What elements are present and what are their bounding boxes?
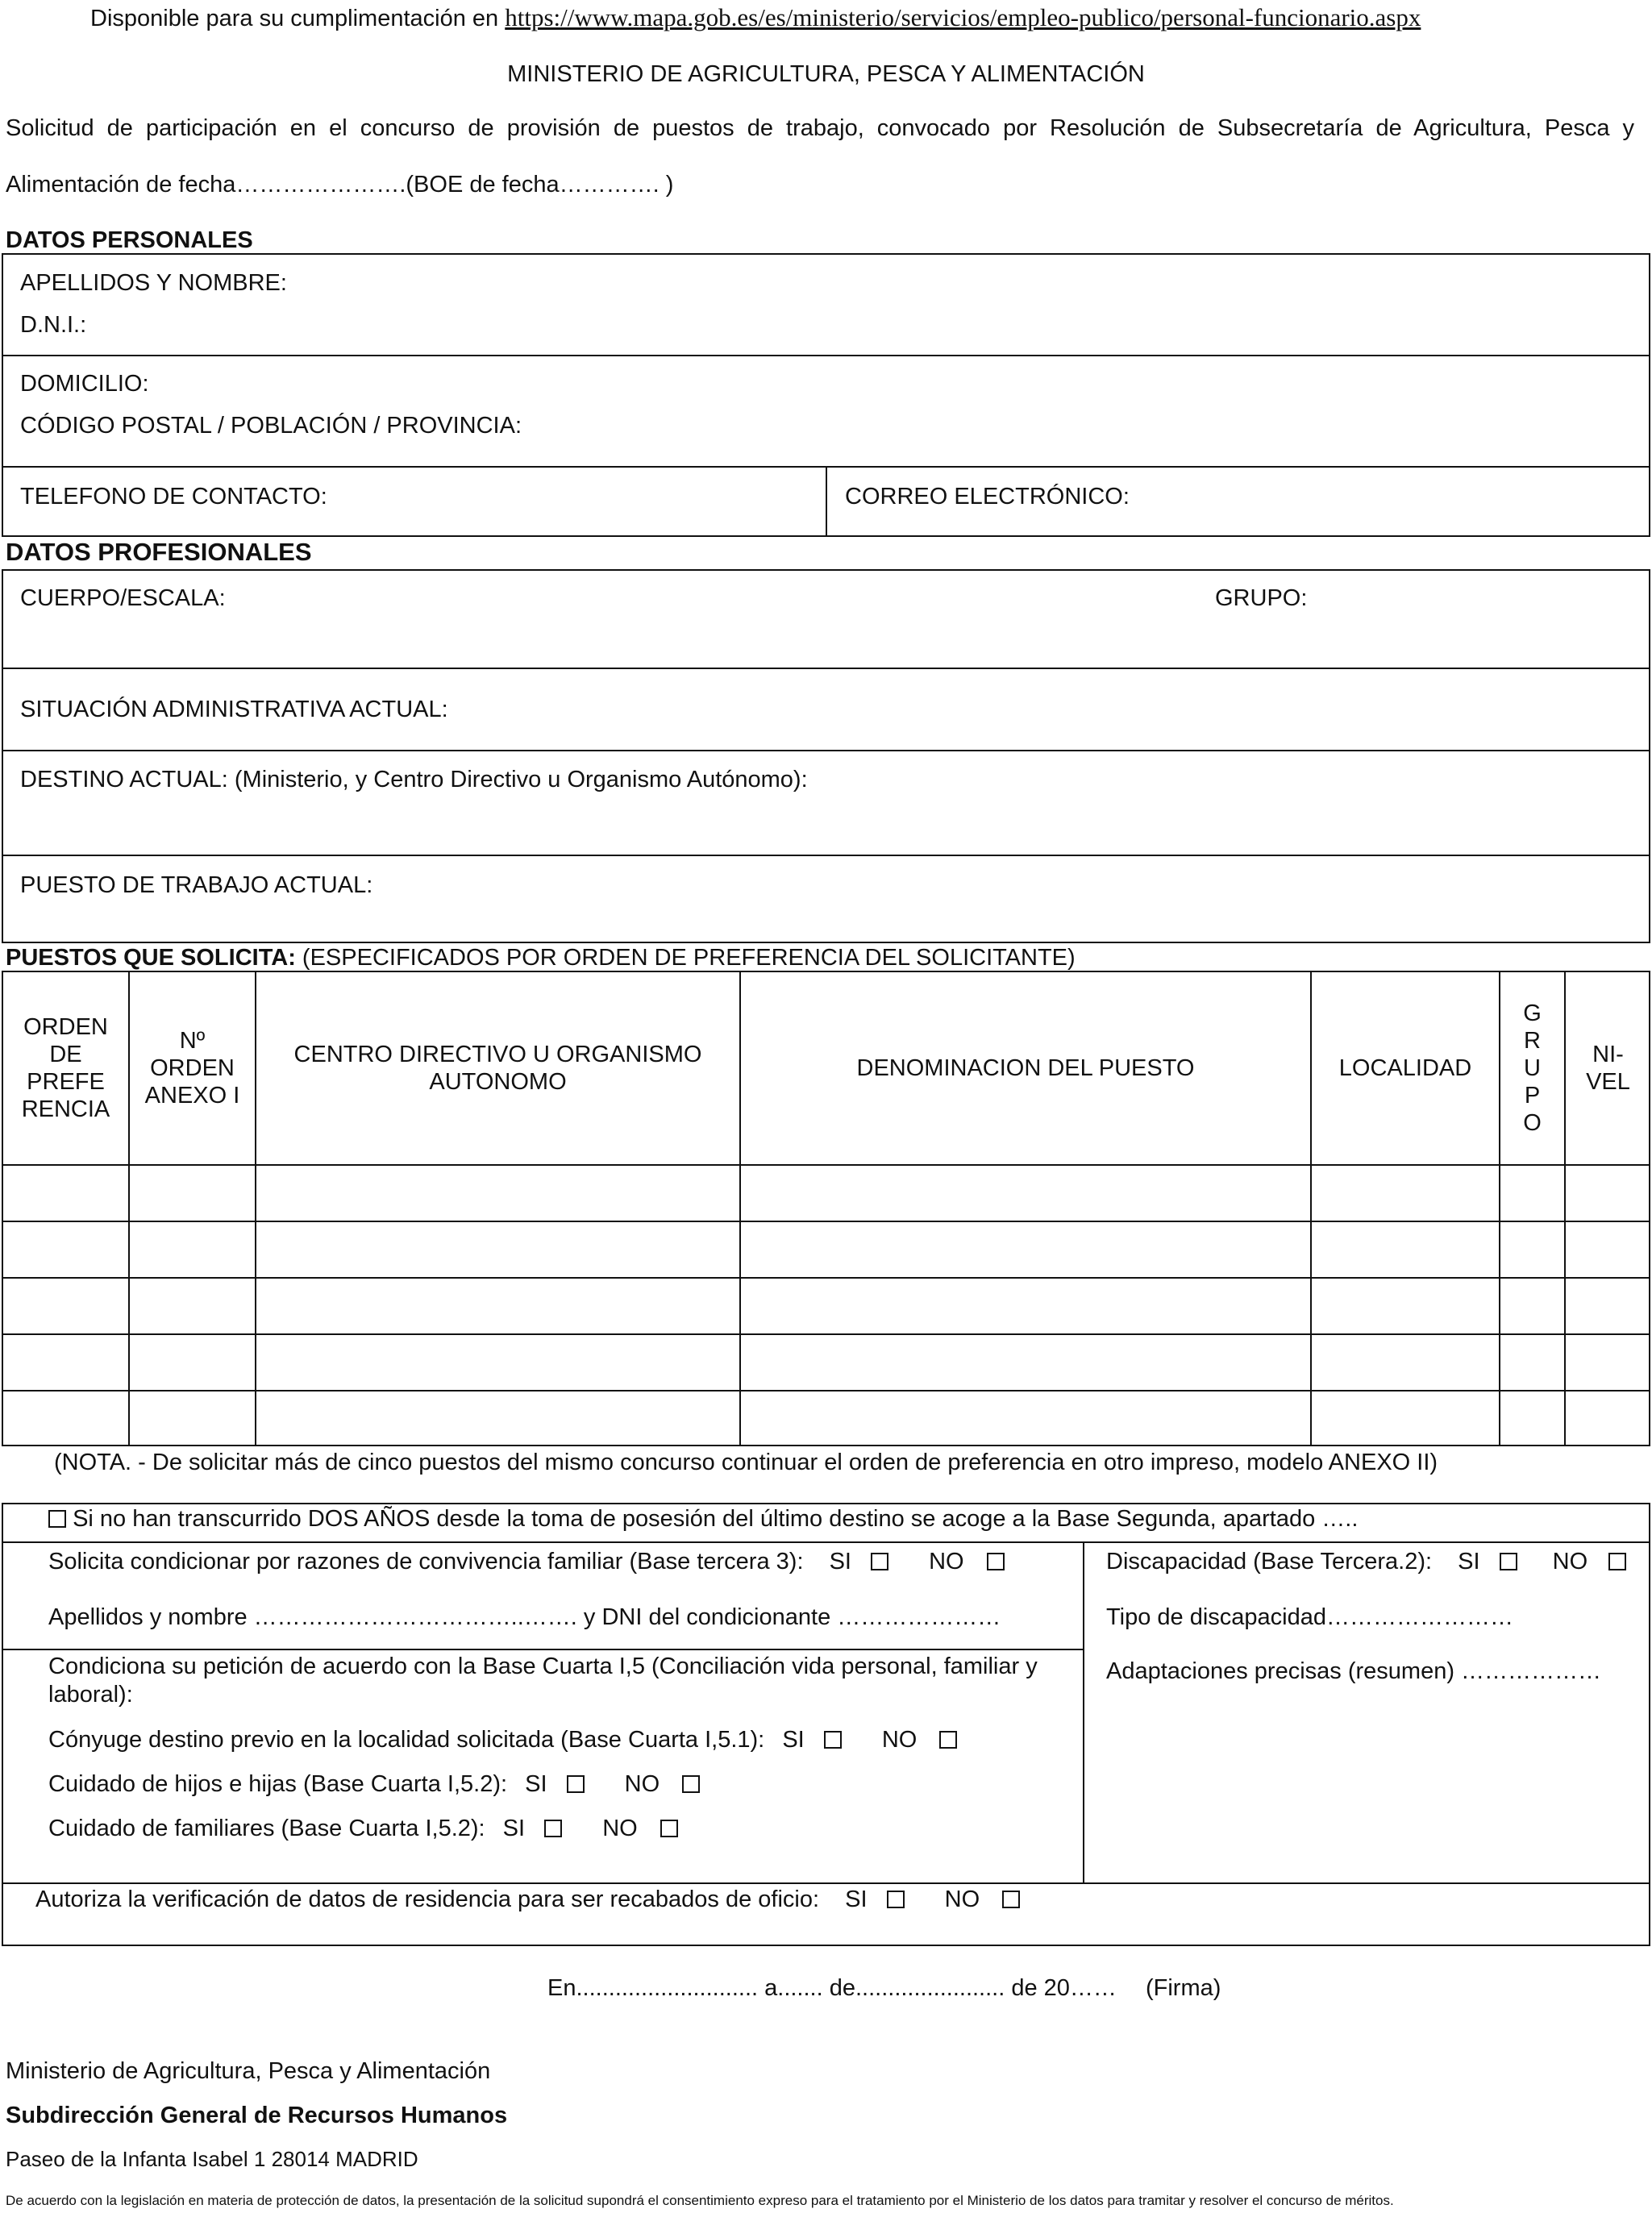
privacy-notice: De acuerdo con la legislación en materia de protección de datos, la presentación de la solicitud supondrá el consentimiento expreso para el tratamiento por el Ministerio de los datos para tramitar y resolver el concurso de méritos. <box>6 2193 1394 2208</box>
children-no-checkbox[interactable] <box>682 1775 700 1793</box>
residence-si-label: SI <box>845 1886 868 1912</box>
conciliation-line-2: laboral): <box>48 1682 133 1708</box>
relatives-no-label: NO <box>602 1816 638 1841</box>
relatives-no-checkbox[interactable] <box>660 1820 678 1837</box>
col-header-level-text: NI- VEL <box>1586 1042 1630 1095</box>
names-dni-line: Apellidos y nombre ……………………………..……. y DNI del condicionante ………………… <box>48 1604 1001 1630</box>
family-no-label: NO <box>929 1549 964 1575</box>
col-header-center <box>256 972 739 1164</box>
divider <box>826 466 827 537</box>
col-header-locality-text: LOCALIDAD <box>1338 1055 1472 1081</box>
row-divider <box>2 1164 1650 1166</box>
admin-situation-label: SITUACIÓN ADMINISTRATIVA ACTUAL: <box>20 697 448 722</box>
two-years-row <box>48 1506 1358 1533</box>
row-divider <box>2 1390 1650 1391</box>
row-divider <box>2 1333 1650 1335</box>
disability-no-checkbox[interactable] <box>1608 1553 1626 1570</box>
phone-label: TELEFONO DE CONTACTO: <box>20 484 327 510</box>
spouse-text: Cónyuge destino previo en la localidad solicitada (Base Cuarta I,5.1): <box>48 1727 765 1753</box>
divider <box>2 668 1650 669</box>
signature-line <box>547 1975 1221 2002</box>
divider <box>1083 1541 1084 1882</box>
disability-text: Discapacidad (Base Tercera.2): <box>1106 1549 1433 1575</box>
positions-heading-bold: PUESTOS QUE SOLICITA: <box>6 945 296 971</box>
col-header-center-text: CENTRO DIRECTIVO U ORGANISMO AUTONOMO <box>293 1042 702 1095</box>
col-header-annex-text: Nº ORDEN ANEXO I <box>144 1028 240 1109</box>
positions-heading <box>6 945 1076 971</box>
relatives-text: Cuidado de familiares (Base Cuarta I,5.2): <box>48 1816 485 1841</box>
availability-prefix: Disponible para su cumplimentación en <box>90 6 499 31</box>
divider <box>2 750 1650 751</box>
residence-no-label: NO <box>944 1886 980 1912</box>
name-label: APELLIDOS Y NOMBRE: <box>20 270 287 296</box>
current-destination-label: DESTINO ACTUAL: (Ministerio, y Centro Directivo u Organismo Autónomo): <box>20 767 808 792</box>
family-no-checkbox[interactable] <box>987 1553 1005 1570</box>
residence-text: Autoriza la verificación de datos de residencia para ser recabados de oficio: <box>35 1886 820 1912</box>
disability-si-checkbox[interactable] <box>1500 1553 1517 1570</box>
children-row <box>48 1771 700 1798</box>
residence-no-checkbox[interactable] <box>1002 1891 1020 1908</box>
col-header-level <box>1566 972 1650 1164</box>
footer-address: Paseo de la Infanta Isabel 1 28014 MADRID <box>6 2147 418 2171</box>
children-si-label: SI <box>525 1771 547 1797</box>
spouse-no-label: NO <box>881 1727 918 1753</box>
children-no-label: NO <box>624 1771 660 1797</box>
residence-row <box>35 1886 1020 1913</box>
group-label: GRUPO: <box>1215 585 1308 611</box>
children-text: Cuidado de hijos e hijas (Base Cuarta I,5.2): <box>48 1771 508 1797</box>
body-scale-label: CUERPO/ESCALA: <box>20 585 226 611</box>
form-url-link[interactable]: https://www.mapa.gob.es/es/ministerio/servicios/empleo-publico/personal-funcionario.aspx <box>505 3 1421 31</box>
disability-si-label: SI <box>1458 1549 1480 1575</box>
relatives-row <box>48 1816 678 1842</box>
postal-label: CÓDIGO POSTAL / POBLACIÓN / PROVINCIA: <box>20 413 522 439</box>
address-label: DOMICILIO: <box>20 371 149 397</box>
spouse-si-checkbox[interactable] <box>824 1731 842 1749</box>
current-post-label: PUESTO DE TRABAJO ACTUAL: <box>20 872 373 898</box>
row-divider <box>2 1277 1650 1279</box>
ministry-title: MINISTERIO DE AGRICULTURA, PESCA Y ALIMENTACIÓN <box>507 61 1145 87</box>
signature-label: (Firma) <box>1145 1975 1221 2001</box>
intro-line-2: Alimentación de fecha………………….(BOE de fecha…………. ) <box>6 172 674 198</box>
two-years-text: Si no han transcurrido DOS AÑOS desde la toma de posesión del último destino se acoge a la Base Segunda, apartado ….. <box>73 1506 1359 1532</box>
disability-type-line: Tipo de discapacidad…………………… <box>1106 1604 1513 1630</box>
residence-si-checkbox[interactable] <box>887 1891 905 1908</box>
availability-line <box>90 3 1421 32</box>
spouse-no-checkbox[interactable] <box>939 1731 957 1749</box>
divider <box>2 355 1650 356</box>
disability-row <box>1106 1549 1626 1575</box>
positions-note: (NOTA. - De solicitar más de cinco puestos del mismo concurso continuar el orden de preferencia en otro impreso, modelo ANEXO II) <box>54 1450 1438 1475</box>
professional-data-heading: DATOS PROFESIONALES <box>6 538 312 566</box>
divider <box>2 1882 1650 1884</box>
children-si-checkbox[interactable] <box>567 1775 585 1793</box>
col-header-order <box>3 972 128 1164</box>
spouse-si-label: SI <box>782 1727 805 1753</box>
relatives-si-label: SI <box>502 1816 526 1841</box>
place-date-text: En............................ a....... de....................... de 20…… <box>547 1975 1117 2001</box>
footer-ministry: Ministerio de Agricultura, Pesca y Alimentación <box>6 2058 491 2084</box>
footer-subdirection: Subdirección General de Recursos Humanos <box>6 2103 508 2128</box>
dni-label: D.N.I.: <box>20 312 87 338</box>
relatives-si-checkbox[interactable] <box>544 1820 562 1837</box>
spouse-row <box>48 1727 957 1753</box>
positions-heading-rest: (ESPECIFICADOS POR ORDEN DE PREFERENCIA DEL SOLICITANTE) <box>295 945 1076 971</box>
divider <box>2 1649 1083 1650</box>
col-header-denomination <box>741 972 1310 1164</box>
disability-no-label: NO <box>1552 1549 1588 1575</box>
col-header-annex <box>130 972 255 1164</box>
adaptations-line: Adaptaciones precisas (resumen) ……………… <box>1106 1658 1602 1684</box>
col-header-group <box>1500 972 1564 1164</box>
col-header-group-text: G R U P O <box>1523 1000 1542 1136</box>
family-condition-text: Solicita condicionar por razones de convivencia familiar (Base tercera 3): <box>48 1549 804 1575</box>
personal-data-heading: DATOS PERSONALES <box>6 227 253 253</box>
col-header-locality <box>1312 972 1499 1164</box>
two-years-checkbox[interactable] <box>48 1510 66 1528</box>
row-divider <box>2 1221 1650 1222</box>
family-si-checkbox[interactable] <box>871 1553 888 1570</box>
family-si-label: SI <box>829 1549 851 1575</box>
col-header-order-text: ORDEN DE PREFE RENCIA <box>21 1014 110 1122</box>
conciliation-line-1: Condiciona su petición de acuerdo con la Base Cuarta I,5 (Conciliación vida personal, familiar y <box>48 1654 1038 1679</box>
col-header-denomination-text: DENOMINACION DEL PUESTO <box>856 1055 1195 1081</box>
email-label: CORREO ELECTRÓNICO: <box>845 484 1130 510</box>
family-condition-row <box>48 1549 1005 1575</box>
divider <box>2 1541 1650 1543</box>
intro-line-1: Solicitud de participación en el concurso de provisión de puestos de trabajo, convocado por Resolución de Subsecretaría de Agricultura, Pesca y <box>6 115 1634 141</box>
divider <box>2 855 1650 856</box>
